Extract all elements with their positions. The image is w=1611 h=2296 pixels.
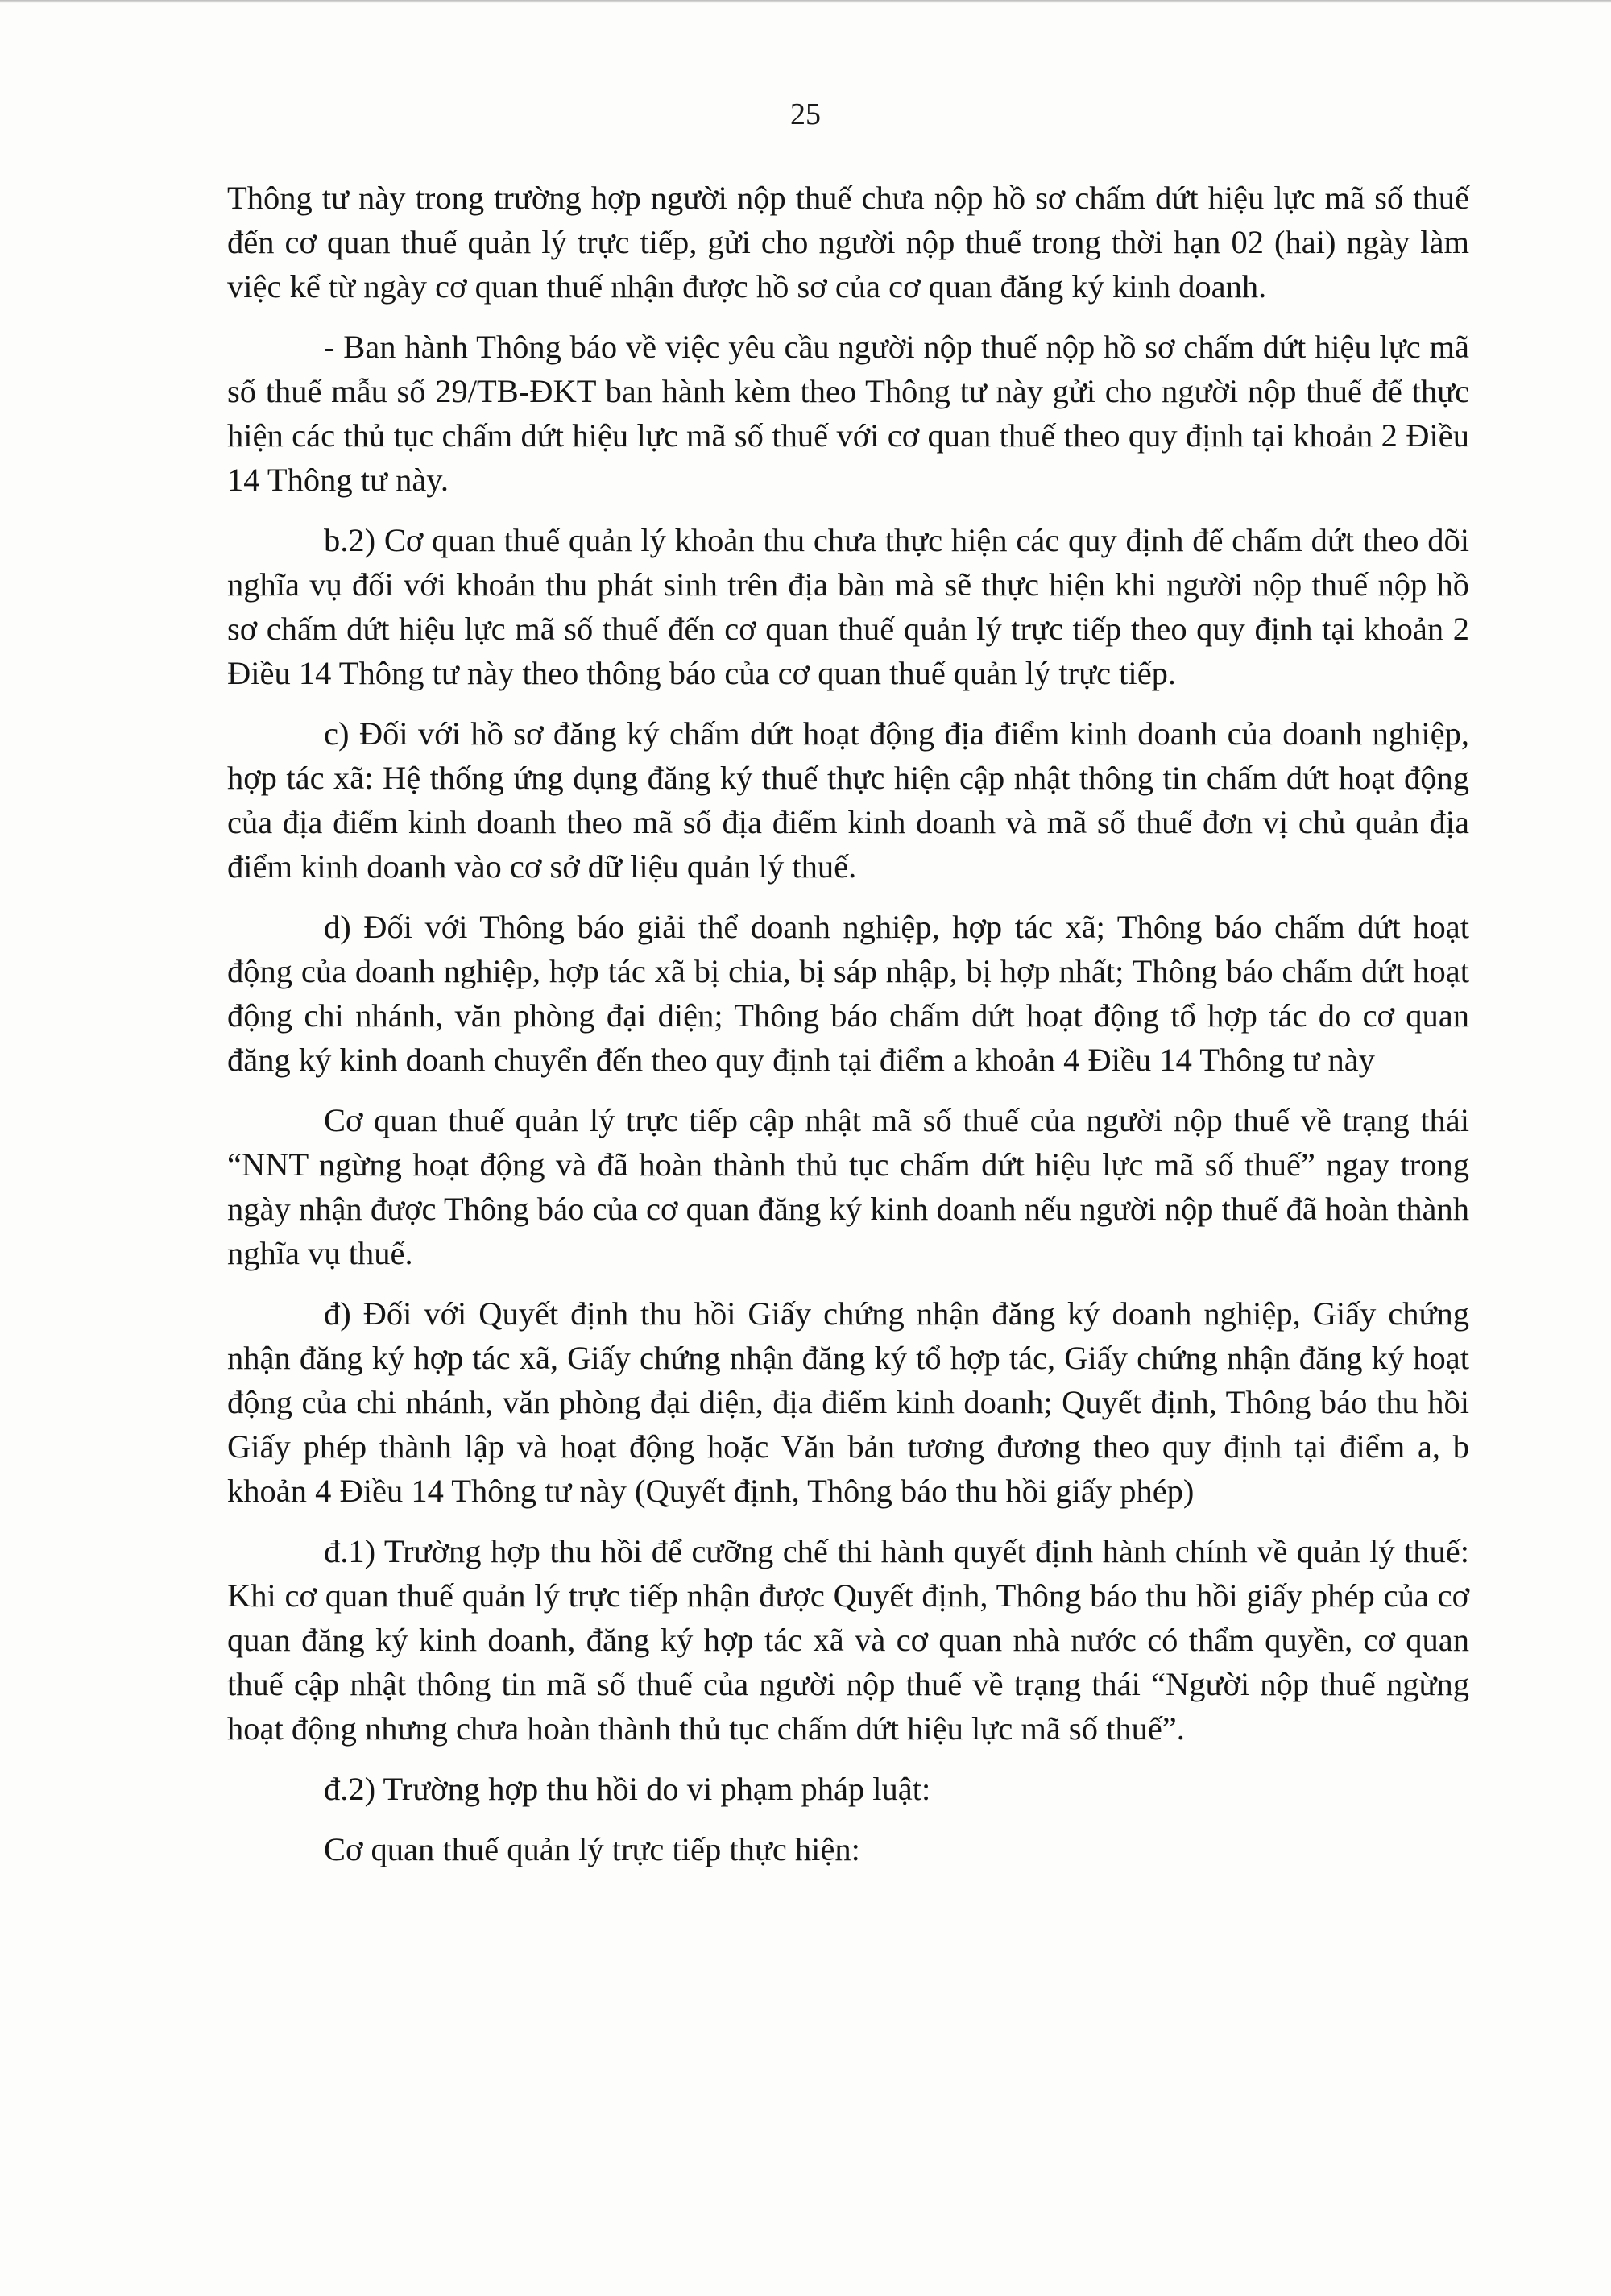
paragraph-announcement: - Ban hành Thông báo về việc yêu cầu người nộp thuế nộp hồ sơ chấm dứt hiệu lực mã số thuế mẫu số 29/TB-ĐKT ban hành kèm theo Thông tư này gửi cho người nộp thuế để thực hiện các thủ tục chấm dứt hiệu lực mã số thuế với cơ quan thuế theo quy định tại khoản 2 Điều 14 Thông tư này. <box>227 329 1469 498</box>
paragraph-dd2: đ.2) Trường hợp thu hồi do vi phạm pháp luật: <box>324 1771 931 1807</box>
paragraph-dd1: đ.1) Trường hợp thu hồi để cưỡng chế thi hành quyết định hành chính về quản lý thuế: Khi cơ quan thuế quản lý trực tiếp nhận được Quyết định, Thông báo thu hồi giấy phép của cơ quan đăng ký kinh doanh, đăng ký hợp tác xã và cơ quan nhà nước có thẩm quyền, cơ quan thuế cập nhật thông tin mã số thuế của người nộp thuế về trạng thái “Người nộp thuế ngừng hoạt động nhưng chưa hoàn thành thủ tục chấm dứt hiệu lực mã số thuế”. <box>227 1533 1469 1747</box>
paragraph-c: c) Đối với hồ sơ đăng ký chấm dứt hoạt động địa điểm kinh doanh của doanh nghiệp, hợp tác xã: Hệ thống ứng dụng đăng ký thuế thực hiện cập nhật thông tin chấm dứt hoạt động của địa điểm kinh doanh theo mã số địa điểm kinh doanh và mã số thuế đơn vị chủ quản địa điểm kinh doanh vào cơ sở dữ liệu quản lý thuế. <box>227 715 1469 885</box>
scan-edge <box>0 0 1611 3</box>
paragraph-continuation: Thông tư này trong trường hợp người nộp thuế chưa nộp hồ sơ chấm dứt hiệu lực mã số thuế đến cơ quan thuế quản lý trực tiếp, gửi cho người nộp thuế trong thời hạn 02 (hai) ngày làm việc kể từ ngày cơ quan thuế nhận được hồ sơ của cơ quan đăng ký kinh doanh. <box>227 180 1469 305</box>
paragraph-dd2-detail: Cơ quan thuế quản lý trực tiếp thực hiện: <box>324 1831 860 1867</box>
paragraph-d-detail: Cơ quan thuế quản lý trực tiếp cập nhật mã số thuế của người nộp thuế về trạng thái “NNT ngừng hoạt động và đã hoàn thành thủ tục chấm dứt hiệu lực mã số thuế” ngay trong ngày nhận được Thông báo của cơ quan đăng ký kinh doanh nếu người nộp thuế đã hoàn thành nghĩa vụ thuế. <box>227 1102 1469 1271</box>
paragraph-d: d) Đối với Thông báo giải thể doanh nghiệp, hợp tác xã; Thông báo chấm dứt hoạt động của doanh nghiệp, hợp tác xã bị chia, bị sáp nhập, bị hợp nhất; Thông báo chấm dứt hoạt động chi nhánh, văn phòng đại diện; Thông báo chấm dứt hoạt động tổ hợp tác do cơ quan đăng ký kinh doanh chuyển đến theo quy định tại điểm a khoản 4 Điều 14 Thông tư này <box>227 909 1469 1078</box>
page-number: 25 <box>790 97 821 131</box>
paragraph-b2: b.2) Cơ quan thuế quản lý khoản thu chưa thực hiện các quy định để chấm dứt theo dõi nghĩa vụ đối với khoản thu phát sinh trên địa bàn mà sẽ thực hiện khi người nộp thuế nộp hồ sơ chấm dứt hiệu lực mã số thuế đến cơ quan thuế quản lý trực tiếp theo quy định tại khoản 2 Điều 14 Thông tư này theo thông báo của cơ quan thuế quản lý trực tiếp. <box>227 522 1469 691</box>
paragraph-dd: đ) Đối với Quyết định thu hồi Giấy chứng nhận đăng ký doanh nghiệp, Giấy chứng nhận đăng ký hợp tác xã, Giấy chứng nhận đăng ký tổ hợp tác, Giấy chứng nhận đăng ký hoạt động của chi nhánh, văn phòng đại diện, địa điểm kinh doanh; Quyết định, Thông báo thu hồi Giấy phép thành lập và hoạt động hoặc Văn bản tương đương theo quy định tại điểm a, b khoản 4 Điều 14 Thông tư này (Quyết định, Thông báo thu hồi giấy phép) <box>227 1295 1469 1509</box>
document-body <box>227 176 1469 1888</box>
